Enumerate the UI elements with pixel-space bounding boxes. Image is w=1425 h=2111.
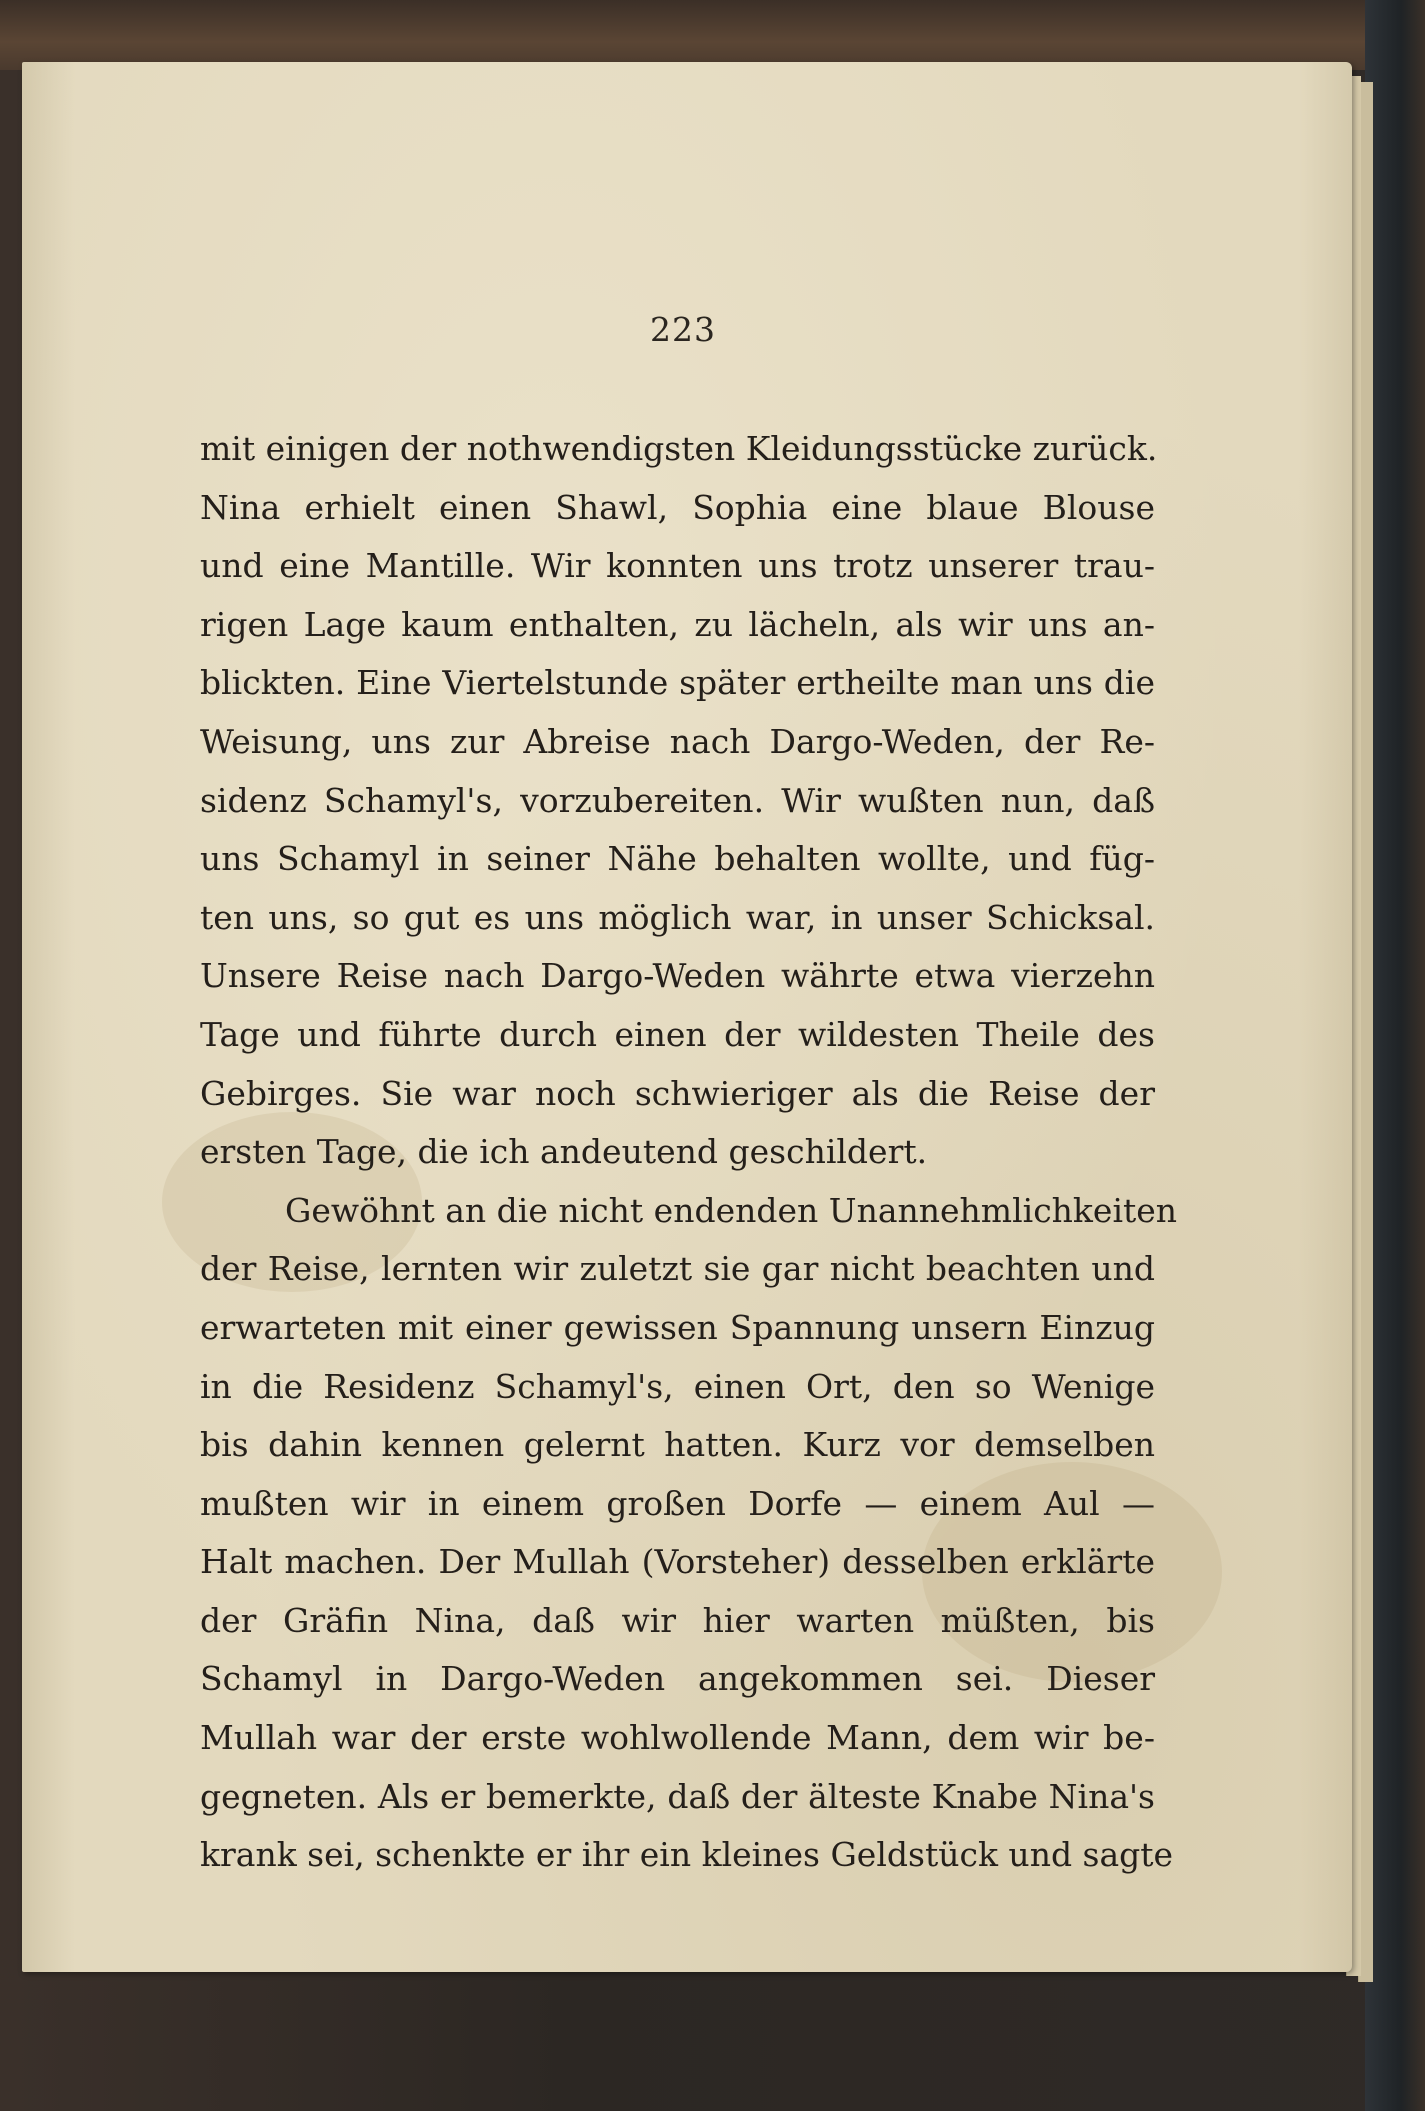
text-line-paragraph-start: Gewöhnt an die nicht endenden Unannehmlichkeiten — [285, 1190, 1178, 1230]
text-line: blickten. Eine Viertelstunde später ertheilte man uns die — [200, 663, 1155, 703]
text-line-paragraph-end: ersten Tage, die ich andeutend geschildert. — [200, 1132, 928, 1172]
text-line: Unsere Reise nach Dargo-Weden währte etwa vierzehn — [200, 956, 1155, 996]
book-cover-top-edge — [0, 0, 1425, 70]
book-page — [22, 62, 1352, 1972]
text-line: der Reise, lernten wir zuletzt sie gar nicht beachten und — [200, 1249, 1155, 1289]
text-line: Halt machen. Der Mullah (Vorsteher) desselben erklärte — [200, 1542, 1155, 1582]
text-line: Gebirges. Sie war noch schwieriger als die Reise der — [200, 1073, 1155, 1113]
text-line: krank sei, schenkte er ihr ein kleines Geldstück und sagte — [200, 1835, 1174, 1875]
text-line: in die Residenz Schamyl's, einen Ort, den so Wenige — [200, 1366, 1155, 1406]
page-number: 223 — [650, 310, 716, 349]
text-line: erwarteten mit einer gewissen Spannung unsern Einzug — [200, 1307, 1155, 1347]
text-line: uns Schamyl in seiner Nähe behalten wollte, und füg- — [200, 839, 1155, 879]
text-line: mit einigen der nothwendigsten Kleidungsstücke zurück. — [200, 429, 1158, 468]
text-line: mußten wir in einem großen Dorfe — einem Aul — — [200, 1483, 1155, 1523]
book-cover-right-edge — [1365, 0, 1425, 2111]
text-line: Schamyl in Dargo-Weden angekommen sei. Dieser — [200, 1659, 1155, 1699]
body-text — [200, 420, 1178, 1885]
text-line: Mullah war der erste wohlwollende Mann, dem wir be- — [200, 1718, 1155, 1758]
text-line: bis dahin kennen gelernt hatten. Kurz vor demselben — [200, 1425, 1155, 1465]
text-line: rigen Lage kaum enthalten, zu lächeln, als wir uns an- — [200, 604, 1155, 644]
text-line: Nina erhielt einen Shawl, Sophia eine blaue Blouse — [200, 487, 1155, 527]
text-line: sidenz Schamyl's, vorzubereiten. Wir wußten nun, daß — [200, 780, 1155, 820]
text-line: ten uns, so gut es uns möglich war, in unser Schicksal. — [200, 897, 1155, 937]
text-line: und eine Mantille. Wir konnten uns trotz unserer trau- — [200, 546, 1155, 586]
text-line: Weisung, uns zur Abreise nach Dargo-Weden, der Re- — [200, 721, 1155, 761]
text-line: Tage und führte durch einen der wildesten Theile des — [200, 1014, 1155, 1054]
text-line: gegneten. Als er bemerkte, daß der älteste Knabe Nina's — [200, 1776, 1155, 1816]
text-line: der Gräfin Nina, daß wir hier warten müßten, bis — [200, 1600, 1155, 1640]
